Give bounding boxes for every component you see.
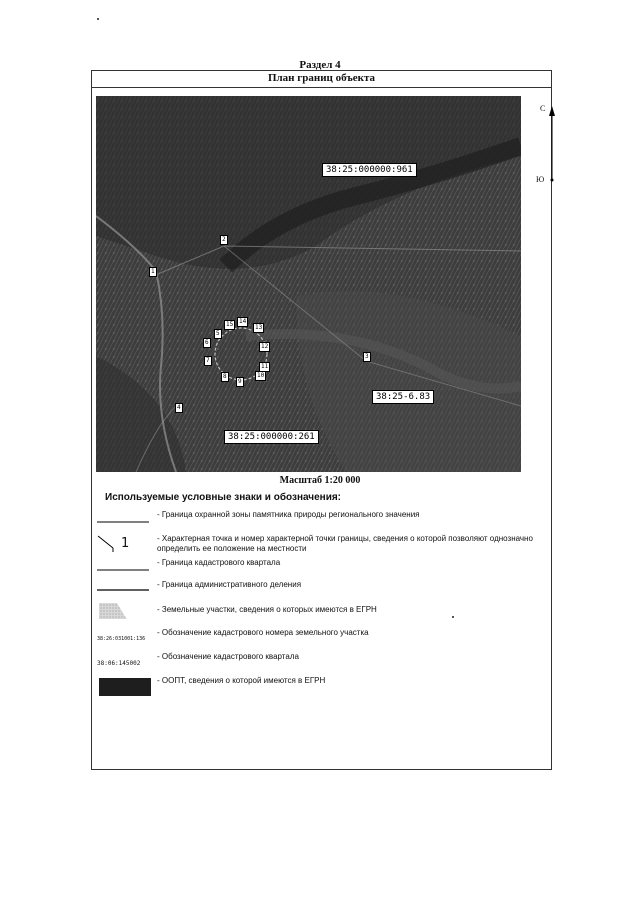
cadastral-label[interactable]: 38:25-6.83 — [372, 390, 434, 404]
point-number-sample: 1 — [121, 536, 130, 551]
legend-text: - Граница кадастрового квартала — [157, 558, 281, 567]
admin-boundary-icon — [97, 580, 152, 598]
north-label: С — [540, 104, 546, 113]
boundary-point[interactable]: 3 — [365, 353, 369, 360]
legend-text: - Земельные участки, сведения о которых имеются в ЕГРН — [157, 605, 377, 614]
land-parcel-icon — [97, 601, 152, 619]
legend-text: - Граница охранной зоны памятника природы регионального значения — [157, 510, 420, 519]
terrain-layer — [96, 96, 521, 472]
section-title: Раздел 4 — [299, 59, 341, 71]
legend-text: - Обозначение кадастрового квартала — [157, 652, 299, 661]
boundary-point[interactable]: 8 — [223, 373, 227, 380]
dashed-boundary-icon — [97, 510, 152, 528]
scan-speck — [97, 18, 99, 20]
legend-item — [97, 534, 547, 558]
legend-item — [97, 601, 547, 625]
boundary-point[interactable]: 9 — [238, 378, 242, 385]
map-scale: Масштаб 1:20 000 — [279, 475, 361, 486]
satellite-map[interactable] — [96, 96, 521, 472]
boundary-point[interactable]: 10 — [257, 372, 265, 379]
boundary-point[interactable]: 1 — [151, 268, 155, 275]
boundary-point[interactable]: 2 — [222, 236, 226, 243]
north-arrow-icon — [532, 104, 562, 184]
legend-text: - ООПТ, сведения о которой имеются в ЕГРН — [157, 676, 326, 685]
oopt-fill-icon — [99, 678, 151, 696]
legend-text: - Характерная точка и номер характерной точки границы, сведения о которой позволяют однозначно определить ее положение на местности — [157, 534, 533, 553]
cadastral-label[interactable]: 38:25:000000:961 — [322, 163, 417, 177]
boundary-point[interactable]: 14 — [239, 318, 247, 325]
quarter-number-sample: 38:06:145002 — [97, 660, 141, 667]
quarter-boundary-icon — [97, 558, 152, 576]
legend-title: Используемые условные знаки и обозначения: — [105, 492, 342, 503]
south-label: Ю — [536, 175, 545, 184]
cadastral-label[interactable]: 38:25:000000:261 — [224, 430, 319, 444]
boundary-point[interactable]: 15 — [226, 321, 234, 328]
north-arrow — [532, 104, 562, 184]
boundary-point[interactable]: 12 — [261, 343, 269, 350]
boundary-point[interactable]: 4 — [177, 404, 181, 411]
boundary-point[interactable]: 7 — [206, 357, 210, 364]
boundary-point[interactable]: 6 — [205, 339, 209, 346]
boundary-point[interactable]: 13 — [255, 324, 263, 331]
boundary-point[interactable]: 11 — [261, 363, 269, 370]
parcel-number-sample: 38:26:031001:136 — [97, 636, 146, 642]
boundary-point[interactable]: 5 — [216, 330, 220, 337]
frame-title: План границ объекта — [92, 71, 551, 88]
legend-text: - Обозначение кадастрового номера земельного участка — [157, 628, 369, 637]
legend-text: - Граница административного деления — [157, 580, 302, 589]
